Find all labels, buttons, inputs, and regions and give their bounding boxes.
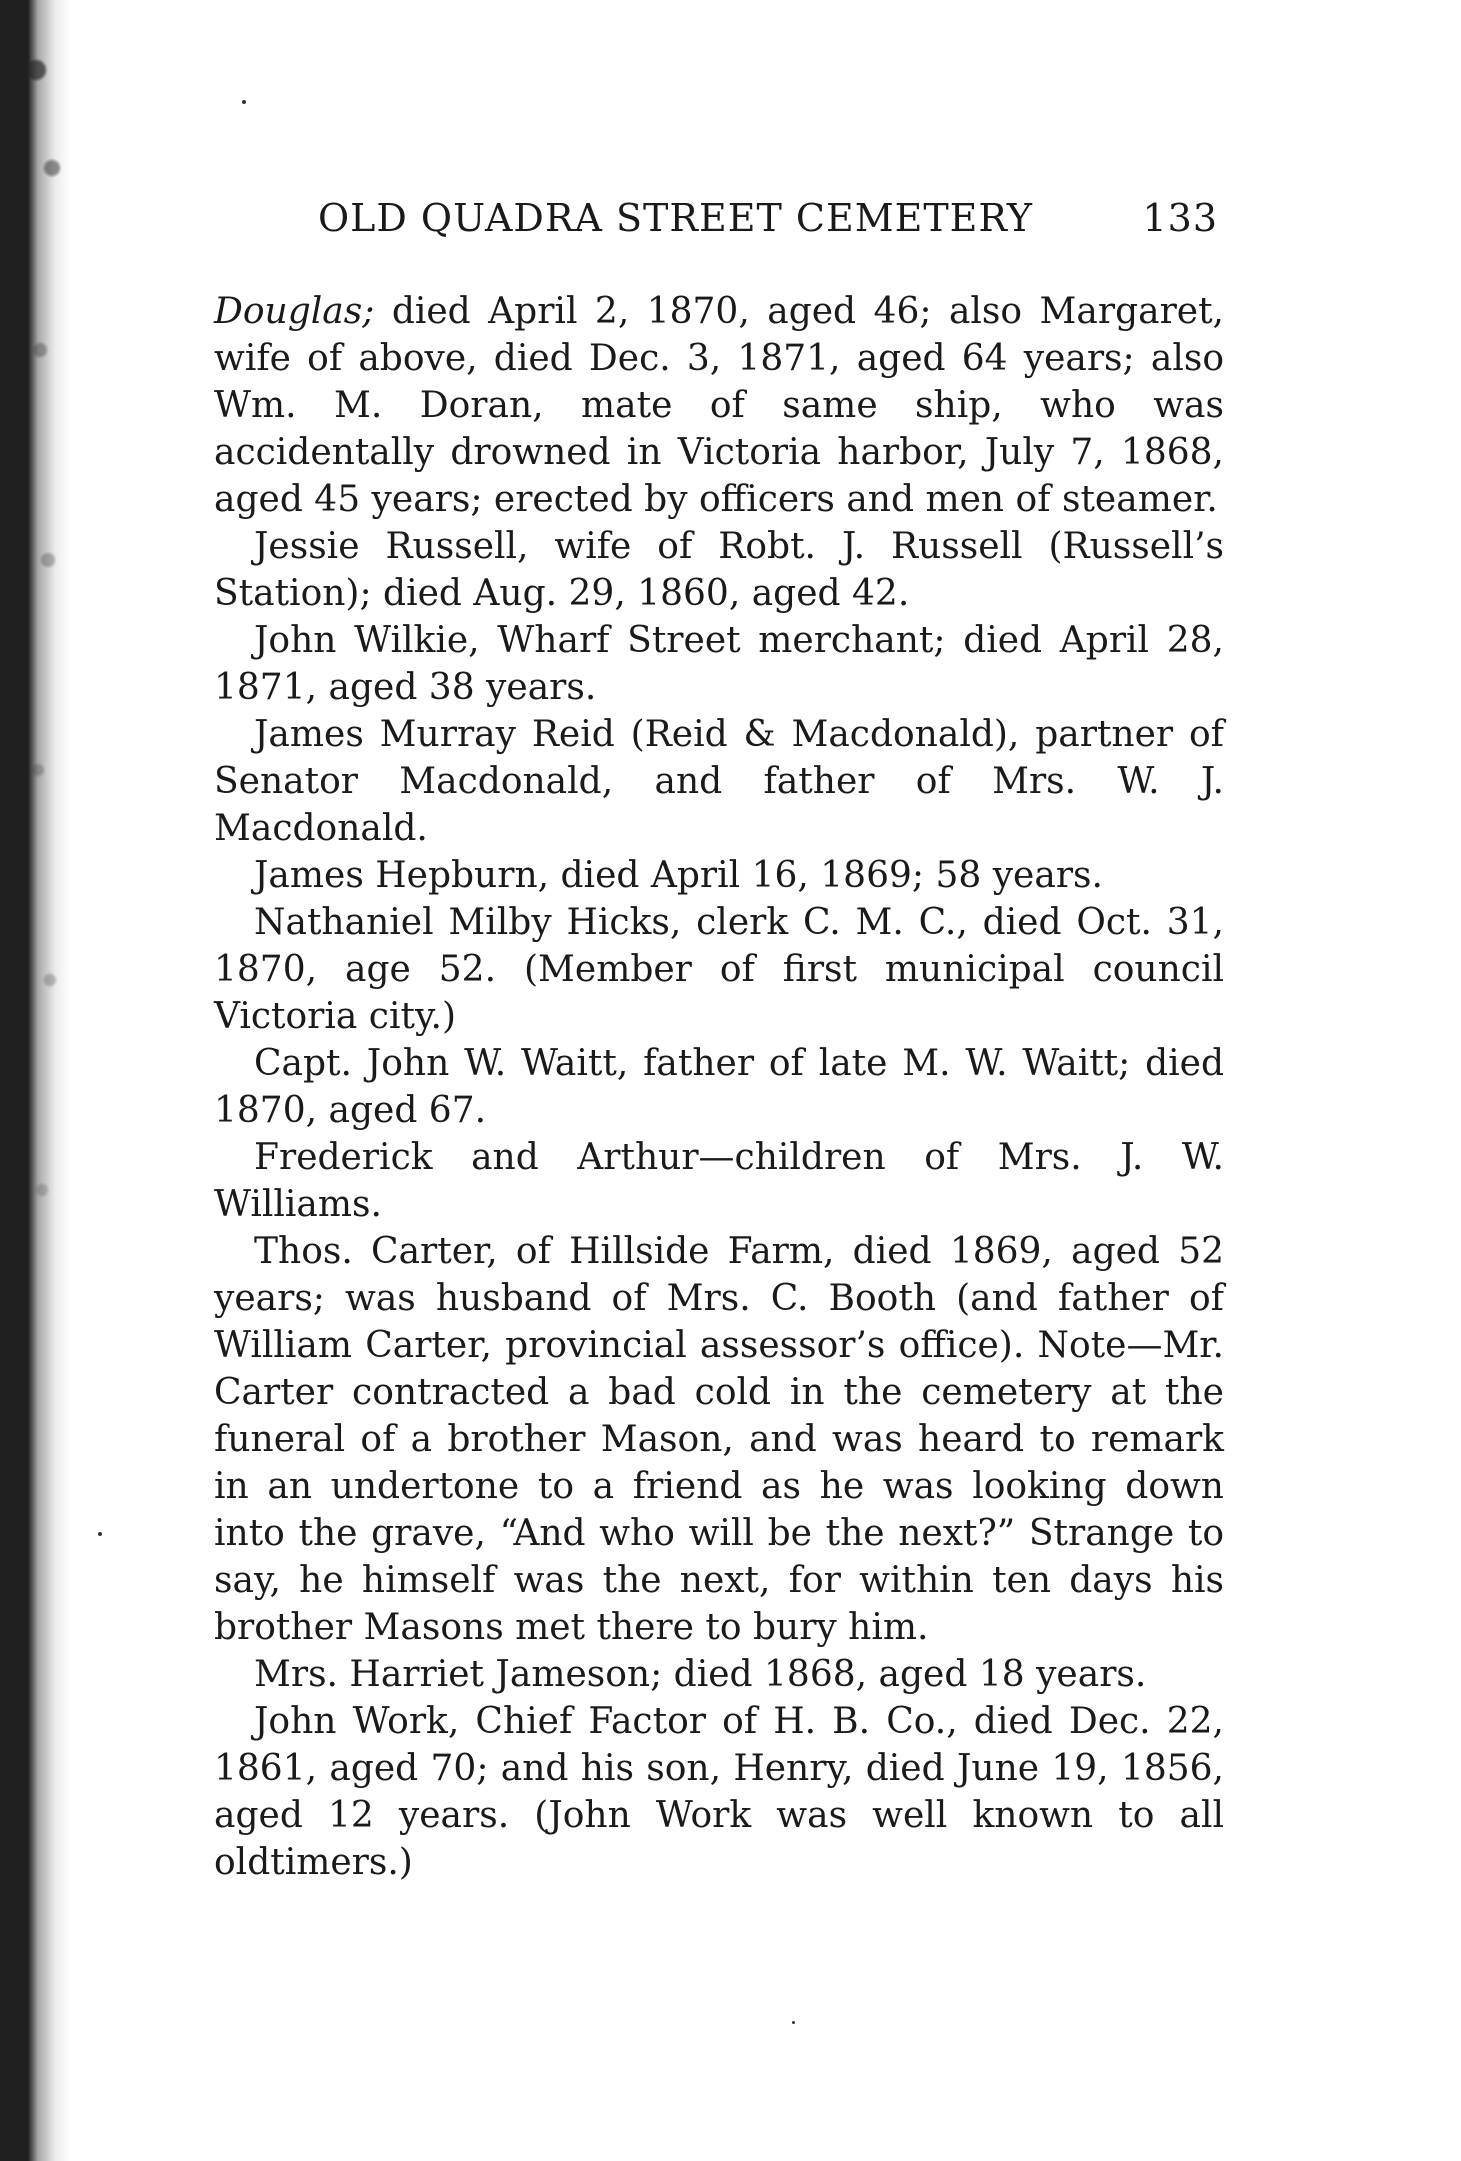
page-body bbox=[214, 288, 1224, 1886]
entry-continuation bbox=[214, 288, 1224, 523]
entry-paragraph: Capt. John W. Waitt, father of late M. W. Waitt; died 1870, aged 67. bbox=[214, 1043, 1224, 1131]
entry-paragraph: John Wilkie, Wharf Street merchant; died April 28, 1871, aged 38 years. bbox=[214, 620, 1224, 708]
running-head bbox=[318, 196, 1218, 246]
entry-paragraph: James Hepburn, died April 16, 1869; 58 years. bbox=[254, 855, 1103, 896]
paper-speck bbox=[98, 1532, 102, 1536]
entry-paragraph: Jessie Russell, wife of Robt. J. Russell (Russell’s Station); died Aug. 29, 1860, aged 42. bbox=[214, 526, 1224, 614]
entry-paragraph: Mrs. Harriet Jameson; died 1868, aged 18 years. bbox=[254, 1654, 1147, 1695]
entry-paragraph: Nathaniel Milby Hicks, clerk C. M. C., died Oct. 31, 1870, age 52. (Member of first municipal council Victoria city.) bbox=[214, 902, 1224, 1037]
entry-paragraph: Thos. Carter, of Hillside Farm, died 1869, aged 52 years; was husband of Mrs. C. Booth (and father of William Carter, provincial assessor’s office). Note—Mr. Carter contracted a bad cold in the cemetery at the funeral of a brother Mason, and was heard to remark in an undertone to a friend as he was looking down into the grave, “And who will be the next?” Strange to say, he himself was the next, for within ten days his brother Masons met there to bury him. bbox=[214, 1231, 1224, 1648]
running-head-title: OLD QUADRA STREET CEMETERY bbox=[318, 196, 1033, 240]
entry-paragraph: John Work, Chief Factor of H. B. Co., died Dec. 22, 1861, aged 70; and his son, Henry, died June 19, 1856, aged 12 years. (John Work was well known to all oldtimers.) bbox=[214, 1701, 1224, 1883]
entry-text: died April 2, 1870, aged 46; also Margaret, wife of above, died Dec. 3, 1871, aged 64 years; also Wm. M. Doran, mate of same ship, who was accidentally drowned in Victoria harbor, July 7, 1868, aged 45 years; erected by officers and men of steamer. bbox=[214, 291, 1224, 520]
paper-speck bbox=[242, 100, 246, 104]
entry-paragraph: Frederick and Arthur—children of Mrs. J. W. Williams. bbox=[214, 1137, 1224, 1225]
page-number: 133 bbox=[1142, 196, 1218, 240]
entry-lead-italic: Douglas; bbox=[214, 291, 375, 332]
entry-paragraph: James Murray Reid (Reid & Macdonald), partner of Senator Macdonald, and father of Mrs. W. J. Macdonald. bbox=[214, 714, 1224, 849]
paper-speck bbox=[792, 2021, 795, 2024]
binding-gutter-mottle bbox=[28, 0, 68, 1400]
